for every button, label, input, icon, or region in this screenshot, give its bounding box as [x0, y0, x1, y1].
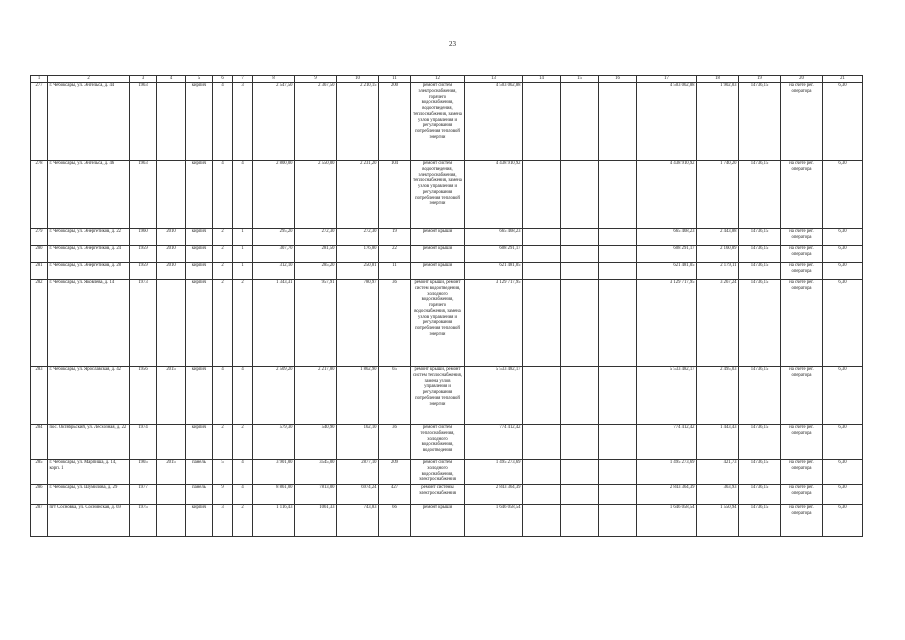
last-repair-year-cell: 2010 — [157, 228, 186, 245]
limit-cost-cell: 14736,15 — [739, 279, 781, 366]
limit-cost-cell: 14736,15 — [739, 504, 781, 536]
last-repair-year-cell — [157, 160, 186, 228]
col-num-11: 11 — [379, 76, 411, 83]
residential-area-cell: 743,83 — [337, 504, 379, 536]
entrances-cell: 2 — [233, 279, 253, 366]
table-row — [31, 160, 863, 228]
residents-cell: 209 — [379, 459, 411, 484]
repair-register-table — [30, 75, 863, 537]
entrances-cell: 4 — [233, 459, 253, 484]
cost-per-sqm-cell: 1 443,43 — [697, 424, 739, 459]
year-built-cell: 1963 — [130, 82, 157, 160]
row-number: 280 — [31, 245, 48, 262]
floors-cell: 4 — [213, 160, 233, 228]
total-cost-cell: 4 438 910,92 — [465, 160, 523, 228]
total-cost-cell: 1 646 058,54 — [465, 504, 523, 536]
total-cost-cell: 3 129 717,95 — [465, 279, 523, 366]
wall-material-cell: панель — [186, 459, 213, 484]
year-built-cell: 1959 — [130, 262, 157, 279]
row-number: 278 — [31, 160, 48, 228]
col-num-10: 10 — [337, 76, 379, 83]
row-number: 286 — [31, 484, 48, 504]
residential-area-cell: 1 862,90 — [337, 366, 379, 424]
residents-cell: 36 — [379, 279, 411, 366]
last-repair-year-cell — [157, 484, 186, 504]
empty-cell — [523, 262, 561, 279]
year-built-cell: 1965 — [130, 459, 157, 484]
total-area-cell: 8 861,00 — [253, 484, 295, 504]
year-built-cell: 1956 — [130, 366, 157, 424]
owners-funds-cell: 4 438 910,92 — [637, 160, 697, 228]
last-repair-year-cell — [157, 82, 186, 160]
premises-area-cell: 1061,33 — [295, 504, 337, 536]
residents-cell: 104 — [379, 160, 411, 228]
wall-material-cell: панель — [186, 484, 213, 504]
wall-material-cell: кирпич — [186, 245, 213, 262]
row-number: 285 — [31, 459, 48, 484]
wall-material-cell: кирпич — [186, 82, 213, 160]
floors-cell: 4 — [213, 366, 233, 424]
col-num-15: 15 — [561, 76, 599, 83]
work-type-cell: ремонт систем электроснабжения, горячего водоснабжения, водоотведения, теплоснабжения, замена узлов управления и регулирования потребления тепловой энергии — [411, 82, 465, 160]
premises-area-cell: 2 367,50 — [295, 82, 337, 160]
year-built-cell: 1959 — [130, 245, 157, 262]
entrances-cell: 1 — [233, 245, 253, 262]
residents-cell: 11 — [379, 262, 411, 279]
empty-cell — [561, 245, 599, 262]
floors-cell: 2 — [213, 245, 233, 262]
last-repair-year-cell: 2010 — [157, 262, 186, 279]
total-cost-cell: 774 412,42 — [465, 424, 523, 459]
empty-cell — [561, 262, 599, 279]
col-num-20: 20 — [781, 76, 823, 83]
total-area-cell: 307,70 — [253, 245, 295, 262]
rate-cell: 6,30 — [823, 504, 863, 536]
limit-cost-cell: 14736,15 — [739, 366, 781, 424]
entrances-cell: 1 — [233, 228, 253, 245]
limit-cost-cell: 14736,15 — [739, 245, 781, 262]
year-built-cell: 1973 — [130, 279, 157, 366]
col-num-14: 14 — [523, 76, 561, 83]
owners-funds-cell: 1 495 273,69 — [637, 459, 697, 484]
residential-area-cell: 2 231,20 — [337, 160, 379, 228]
residential-area-cell: 250,81 — [337, 262, 379, 279]
address-cell: г. Чебоксары, ул. Ярославская, д. 42 — [48, 366, 130, 424]
row-number: 287 — [31, 504, 48, 536]
residents-cell: 65 — [379, 366, 411, 424]
empty-cell — [599, 484, 637, 504]
year-built-cell: 1977 — [130, 484, 157, 504]
col-num-2: 2 — [48, 76, 130, 83]
owners-funds-cell: 5 533 482,17 — [637, 366, 697, 424]
rate-cell: 6,30 — [823, 484, 863, 504]
col-num-21: 21 — [823, 76, 863, 83]
cost-per-sqm-cell: 2 495,03 — [697, 366, 739, 424]
rate-cell: 6,30 — [823, 228, 863, 245]
total-cost-cell: 5 533 482,17 — [465, 366, 523, 424]
entrances-cell: 1 — [233, 262, 253, 279]
owners-funds-cell: 3 129 717,95 — [637, 279, 697, 366]
work-type-cell: ремонт крыши — [411, 245, 465, 262]
fund-method-cell: на счете рег. оператора — [781, 82, 823, 160]
total-area-cell: 295,20 — [253, 228, 295, 245]
empty-cell — [561, 82, 599, 160]
empty-cell — [523, 279, 561, 366]
table-row — [31, 245, 863, 262]
cost-per-sqm-cell: 2 160,89 — [697, 245, 739, 262]
fund-method-cell: на счете рег. оператора — [781, 228, 823, 245]
table-row — [31, 262, 863, 279]
premises-area-cell: 3545,00 — [295, 459, 337, 484]
row-number: 284 — [31, 424, 48, 459]
empty-cell — [599, 228, 637, 245]
empty-cell — [523, 504, 561, 536]
empty-cell — [599, 424, 637, 459]
wall-material-cell: кирпич — [186, 262, 213, 279]
entrances-cell: 4 — [233, 160, 253, 228]
fund-method-cell: на счете рег. оператора — [781, 262, 823, 279]
rate-cell: 6,30 — [823, 82, 863, 160]
limit-cost-cell: 14736,15 — [739, 424, 781, 459]
residents-cell: 66 — [379, 504, 411, 536]
last-repair-year-cell — [157, 504, 186, 536]
wall-material-cell: кирпич — [186, 279, 213, 366]
address-cell: г. Чебоксары, ул. Марпиша, д. 14, корп. 1 — [48, 459, 130, 484]
year-built-cell: 1974 — [130, 424, 157, 459]
work-type-cell: ремонт крыши — [411, 228, 465, 245]
address-cell: г. Чебоксары, ул. Энергетиков, д. 22 — [48, 228, 130, 245]
total-cost-cell: 621 481,05 — [465, 262, 523, 279]
address-cell: г. Чебоксары, ул. Энгельса, д. 46 — [48, 160, 130, 228]
owners-funds-cell: 774 412,42 — [637, 424, 697, 459]
residential-area-cell: 6974,24 — [337, 484, 379, 504]
col-num-18: 18 — [697, 76, 739, 83]
limit-cost-cell: 14736,15 — [739, 262, 781, 279]
owners-funds-cell: 608 291,17 — [637, 245, 697, 262]
table-row — [31, 82, 863, 160]
col-num-13: 13 — [465, 76, 523, 83]
residential-area-cell: 176,80 — [337, 245, 379, 262]
address-cell: г. Чебоксары, ул. Шумилова, д. 29 — [48, 484, 130, 504]
entrances-cell: 2 — [233, 504, 253, 536]
empty-cell — [523, 366, 561, 424]
fund-method-cell: на счете рег. оператора — [781, 424, 823, 459]
cost-per-sqm-cell: 3 267,24 — [697, 279, 739, 366]
total-area-cell: 2 509,20 — [253, 366, 295, 424]
empty-cell — [561, 504, 599, 536]
fund-method-cell: на счете рег. оператора — [781, 279, 823, 366]
table-row — [31, 459, 863, 484]
limit-cost-cell: 14736,15 — [739, 82, 781, 160]
floors-cell: 3 — [213, 504, 233, 536]
address-cell: г. Чебоксары, ул. Энгельса, д. 44 — [48, 82, 130, 160]
empty-cell — [599, 262, 637, 279]
fund-method-cell: на счете рег. оператора — [781, 160, 823, 228]
residents-cell: 427 — [379, 484, 411, 504]
work-type-cell: ремонт крыши, ремонт систем водоотведения, холодного водоснабжения, горячего водоснабжения, замена узлов управления и регулирования потребления тепловой энергии — [411, 279, 465, 366]
cost-per-sqm-cell: 1 740,20 — [697, 160, 739, 228]
col-num-4: 4 — [157, 76, 186, 83]
rate-cell: 6,30 — [823, 424, 863, 459]
fund-method-cell: на счете рег. оператора — [781, 366, 823, 424]
fund-method-cell: на счете рег. оператора — [781, 245, 823, 262]
fund-method-cell: на счете рег. оператора — [781, 504, 823, 536]
floors-cell: 2 — [213, 279, 233, 366]
limit-cost-cell: 14736,15 — [739, 484, 781, 504]
rate-cell: 6,30 — [823, 160, 863, 228]
owners-funds-cell: 665 468,23 — [637, 228, 697, 245]
floors-cell: 4 — [213, 82, 233, 160]
cost-per-sqm-cell: 421,73 — [697, 459, 739, 484]
table-row — [31, 279, 863, 366]
entrances-cell: 4 — [233, 366, 253, 424]
residents-cell: 36 — [379, 424, 411, 459]
row-number: 277 — [31, 82, 48, 160]
premises-area-cell: 2 550,00 — [295, 160, 337, 228]
empty-cell — [523, 82, 561, 160]
table-row — [31, 504, 863, 536]
year-built-cell: 1963 — [130, 160, 157, 228]
address-cell: пгт Сосновка, ул. Соснинская, д. 69 — [48, 504, 130, 536]
table-row — [31, 228, 863, 245]
total-cost-cell: 1 495 273,69 — [465, 459, 523, 484]
empty-cell — [523, 484, 561, 504]
total-area-cell: 579,30 — [253, 424, 295, 459]
residential-area-cell: 780,97 — [337, 279, 379, 366]
work-type-cell: ремонт систем теплоснабжения, холодного водоснабжения, водоотведения — [411, 424, 465, 459]
total-area-cell: 3 901,00 — [253, 459, 295, 484]
empty-cell — [561, 484, 599, 504]
empty-cell — [561, 366, 599, 424]
work-type-cell: ремонт систем холодного водоснабжения, электроснабжения — [411, 459, 465, 484]
wall-material-cell: кирпич — [186, 504, 213, 536]
cost-per-sqm-cell: 2 179,11 — [697, 262, 739, 279]
premises-area-cell: 7813,00 — [295, 484, 337, 504]
work-type-cell: ремонт крыши, ремонт систем теплоснабжения, замена узлов управления и регулирования потребления тепловой энергии — [411, 366, 465, 424]
work-type-cell: ремонт систем водоотведения, электроснабжения, теплоснабжения, замена узлов управления и регулирования потребления тепловой энергии — [411, 160, 465, 228]
col-num-1: 1 — [31, 76, 48, 83]
empty-cell — [599, 504, 637, 536]
empty-cell — [561, 228, 599, 245]
entrances-cell: 4 — [233, 484, 253, 504]
empty-cell — [523, 228, 561, 245]
last-repair-year-cell — [157, 279, 186, 366]
owners-funds-cell: 1 646 058,54 — [637, 504, 697, 536]
col-num-9: 9 — [295, 76, 337, 83]
residents-cell: 200 — [379, 82, 411, 160]
col-num-19: 19 — [739, 76, 781, 83]
owners-funds-cell: 621 481,05 — [637, 262, 697, 279]
residents-cell: 22 — [379, 245, 411, 262]
owners-funds-cell: 4 503 062,88 — [637, 82, 697, 160]
address-cell: пос. Октябрьский, ул. Лесхозная, д. 22 — [48, 424, 130, 459]
limit-cost-cell: 14736,15 — [739, 459, 781, 484]
floors-cell: 2 — [213, 228, 233, 245]
wall-material-cell: кирпич — [186, 160, 213, 228]
rate-cell: 6,30 — [823, 245, 863, 262]
table-row — [31, 424, 863, 459]
premises-area-cell: 957,91 — [295, 279, 337, 366]
limit-cost-cell: 14736,15 — [739, 228, 781, 245]
wall-material-cell: кирпич — [186, 366, 213, 424]
table-row — [31, 484, 863, 504]
residential-area-cell: 2 210,15 — [337, 82, 379, 160]
residential-area-cell: 2877,10 — [337, 459, 379, 484]
premises-area-cell: 540,90 — [295, 424, 337, 459]
row-number: 281 — [31, 262, 48, 279]
empty-cell — [599, 82, 637, 160]
premises-area-cell: 2 217,80 — [295, 366, 337, 424]
col-num-16: 16 — [599, 76, 637, 83]
last-repair-year-cell: 2010 — [157, 245, 186, 262]
wall-material-cell: кирпич — [186, 228, 213, 245]
fund-method-cell: на счете рег. оператора — [781, 484, 823, 504]
total-cost-cell: 2 843 364,39 — [465, 484, 523, 504]
rate-cell: 6,30 — [823, 459, 863, 484]
empty-cell — [599, 366, 637, 424]
empty-cell — [523, 160, 561, 228]
work-type-cell: ремонт крыши — [411, 504, 465, 536]
residential-area-cell: 272,30 — [337, 228, 379, 245]
empty-cell — [599, 279, 637, 366]
empty-cell — [523, 245, 561, 262]
owners-funds-cell: 2 843 364,39 — [637, 484, 697, 504]
year-built-cell: 1960 — [130, 228, 157, 245]
residents-cell: 19 — [379, 228, 411, 245]
empty-cell — [523, 459, 561, 484]
address-cell: г. Чебоксары, ул. Энергетиков, д. 24 — [48, 245, 130, 262]
empty-cell — [599, 459, 637, 484]
wall-material-cell: кирпич — [186, 424, 213, 459]
col-num-5: 5 — [186, 76, 213, 83]
last-repair-year-cell: 2015 — [157, 459, 186, 484]
residential-area-cell: 162,10 — [337, 424, 379, 459]
col-num-8: 8 — [253, 76, 295, 83]
total-area-cell: 2 800,00 — [253, 160, 295, 228]
cost-per-sqm-cell: 1 902,03 — [697, 82, 739, 160]
cost-per-sqm-cell: 2 443,88 — [697, 228, 739, 245]
row-number: 283 — [31, 366, 48, 424]
last-repair-year-cell: 2015 — [157, 366, 186, 424]
floors-cell: 2 — [213, 262, 233, 279]
last-repair-year-cell — [157, 424, 186, 459]
page-number: 23 — [449, 40, 456, 48]
work-type-cell: ремонт системы электроснабжения — [411, 484, 465, 504]
empty-cell — [561, 424, 599, 459]
rate-cell: 6,30 — [823, 262, 863, 279]
empty-cell — [561, 459, 599, 484]
year-built-cell: 1975 — [130, 504, 157, 536]
fund-method-cell: на счете рег. оператора — [781, 459, 823, 484]
address-cell: г. Чебоксары, ул. Энергетиков, д. 28 — [48, 262, 130, 279]
col-num-3: 3 — [130, 76, 157, 83]
empty-cell — [599, 245, 637, 262]
total-area-cell: 1 343,31 — [253, 279, 295, 366]
empty-cell — [523, 424, 561, 459]
premises-area-cell: 285,20 — [295, 262, 337, 279]
col-num-12: 12 — [411, 76, 465, 83]
total-cost-cell: 4 503 062,88 — [465, 82, 523, 160]
floors-cell: 5 — [213, 459, 233, 484]
col-num-17: 17 — [637, 76, 697, 83]
total-area-cell: 312,10 — [253, 262, 295, 279]
floors-cell: 9 — [213, 484, 233, 504]
column-number-row — [31, 76, 863, 83]
cost-per-sqm-cell: 363,93 — [697, 484, 739, 504]
col-num-7: 7 — [233, 76, 253, 83]
premises-area-cell: 281,50 — [295, 245, 337, 262]
table-row — [31, 366, 863, 424]
floors-cell: 2 — [213, 424, 233, 459]
address-cell: г. Чебоксары, ул. Яковлева, д. 14 — [48, 279, 130, 366]
rate-cell: 6,30 — [823, 366, 863, 424]
row-number: 282 — [31, 279, 48, 366]
total-area-cell: 2 547,50 — [253, 82, 295, 160]
empty-cell — [561, 160, 599, 228]
rate-cell: 6,30 — [823, 279, 863, 366]
empty-cell — [561, 279, 599, 366]
empty-cell — [599, 160, 637, 228]
col-num-6: 6 — [213, 76, 233, 83]
total-cost-cell: 608 291,17 — [465, 245, 523, 262]
cost-per-sqm-cell: 1 550,94 — [697, 504, 739, 536]
row-number: 279 — [31, 228, 48, 245]
entrances-cell: 3 — [233, 82, 253, 160]
limit-cost-cell: 14736,15 — [739, 160, 781, 228]
premises-area-cell: 272,30 — [295, 228, 337, 245]
entrances-cell: 2 — [233, 424, 253, 459]
total-cost-cell: 665 468,23 — [465, 228, 523, 245]
total-area-cell: 1 116,43 — [253, 504, 295, 536]
work-type-cell: ремонт крыши — [411, 262, 465, 279]
